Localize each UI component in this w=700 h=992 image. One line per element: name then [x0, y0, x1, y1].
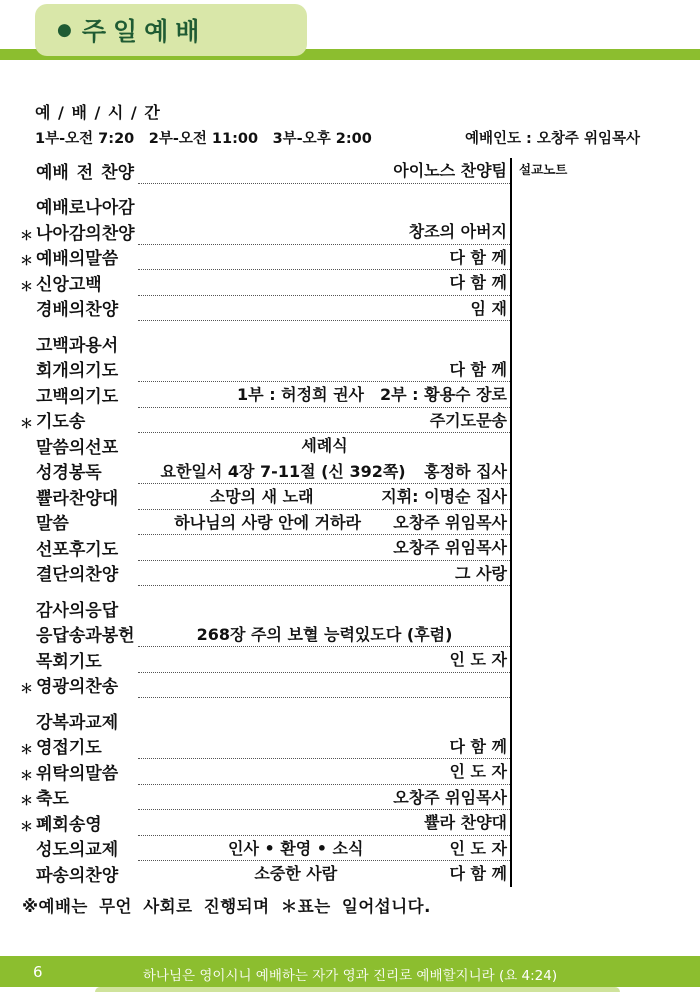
order-row — [20, 785, 510, 811]
order-item-name: 영광의찬송 — [36, 677, 119, 698]
order-item-right-value: 다 함 께 — [449, 247, 507, 267]
order-item-center-value: 요한일서 4장 7-11절 (신 392쪽) — [160, 461, 406, 481]
order-item-center-value: 세례식 — [301, 436, 348, 456]
order-item-name: 신앙고백 — [36, 274, 102, 295]
order-item-content — [138, 734, 510, 760]
order-item-right-value: 인 도 자 — [449, 650, 507, 670]
order-item-content — [138, 647, 510, 673]
order-item-label — [20, 714, 170, 734]
order-item-right-value: 지휘: 이명순 집사 — [381, 487, 507, 507]
order-item-content — [138, 535, 510, 561]
order-item-center-value: 소망의 새 노래 — [209, 487, 314, 507]
order-row — [20, 158, 510, 184]
footer-tab-accent — [95, 987, 620, 992]
order-item-right-value: 쁄라 찬양대 — [424, 813, 507, 833]
order-item-label — [20, 362, 134, 382]
order-item-name: 예배 전 찬양 — [36, 162, 134, 183]
order-section-row — [20, 596, 510, 622]
order-item-label — [20, 566, 134, 586]
order-item-name: 경배의찬양 — [36, 300, 119, 321]
order-item-content — [138, 484, 510, 510]
order-item-label — [20, 199, 170, 219]
order-item-name: 폐회송영 — [36, 814, 102, 835]
order-item-content — [138, 408, 510, 434]
order-item-content — [138, 510, 510, 536]
order-item-label — [20, 790, 134, 810]
order-row — [20, 459, 510, 485]
order-section-row — [20, 194, 510, 220]
order-item-content — [174, 708, 510, 734]
order-item-name: 예배의말씀 — [36, 249, 119, 270]
order-item-right-value: 임 재 — [470, 298, 507, 318]
order-item-content — [138, 785, 510, 811]
order-item-content — [174, 194, 510, 220]
order-item-right-value: 다 함 께 — [449, 273, 507, 293]
order-item-label — [20, 250, 134, 270]
stand-marker-icon: ＊ — [20, 768, 34, 784]
order-row — [20, 270, 510, 296]
order-item-name: 위탁의말씀 — [36, 763, 119, 784]
order-row — [20, 408, 510, 434]
order-item-name: 고백의기도 — [36, 386, 119, 407]
order-row — [20, 219, 510, 245]
order-item-label — [20, 816, 134, 836]
order-row — [20, 836, 510, 862]
order-item-center-value: 소중한 사람 — [254, 864, 338, 884]
order-item-content — [138, 219, 510, 245]
order-item-name: 결단의찬양 — [36, 565, 119, 586]
order-item-content — [138, 459, 510, 485]
order-item-label — [20, 388, 134, 408]
order-item-content — [138, 357, 510, 383]
order-item-label — [20, 490, 134, 510]
order-item-name: 선포후기도 — [36, 539, 119, 560]
worship-time-heading: 예 / 배 / 시 / 간 — [35, 103, 161, 122]
service-times: 1부-오전 7:20 2부-오전 11:00 3부-오후 2:00 — [35, 131, 372, 147]
order-item-label — [20, 301, 134, 321]
order-item-name: 성도의교제 — [36, 840, 119, 861]
order-item-name: 기도송 — [36, 412, 86, 433]
order-row — [20, 673, 510, 699]
order-item-name: 회개의기도 — [36, 361, 119, 382]
page-title: 주일예배 — [81, 17, 207, 46]
order-item-content — [138, 382, 510, 408]
order-table — [20, 158, 512, 887]
order-item-right-value: 오창주 위임목사 — [393, 787, 507, 807]
order-item-content — [138, 861, 510, 887]
order-item-name: 영접기도 — [36, 738, 102, 759]
order-item-content — [174, 331, 510, 357]
order-row — [20, 861, 510, 887]
order-item-right-value: 주기도문송 — [429, 410, 507, 430]
order-item-content — [138, 836, 510, 862]
order-row — [20, 734, 510, 760]
order-row — [20, 357, 510, 383]
order-item-center-value: 268장 주의 보혈 능력있도다 (후렴) — [196, 624, 453, 644]
order-item-label — [20, 739, 134, 759]
order-item-name: 말씀 — [36, 514, 69, 535]
bullet-icon: ● — [57, 20, 72, 40]
order-item-name: 감사의응답 — [36, 600, 119, 621]
order-item-right-value: 다 함 께 — [449, 864, 507, 884]
order-item-name: 쁄라찬양대 — [36, 488, 119, 509]
order-item-name: 성경봉독 — [36, 463, 102, 484]
sermon-note-label: 설교노트 — [519, 162, 568, 177]
order-item-content — [174, 596, 510, 622]
order-item-label — [20, 867, 134, 887]
stand-marker-icon: ＊ — [20, 794, 34, 810]
order-item-name: 나아감의찬양 — [36, 223, 135, 244]
stand-marker-icon: ＊ — [20, 417, 34, 433]
stand-marker-icon: ＊ — [20, 819, 34, 835]
order-item-name: 강복과교제 — [36, 712, 119, 733]
order-item-content — [138, 561, 510, 587]
order-item-label — [20, 841, 134, 861]
order-row — [20, 382, 510, 408]
order-item-content — [138, 245, 510, 271]
order-row — [20, 647, 510, 673]
order-item-content — [138, 759, 510, 785]
order-item-label — [20, 464, 134, 484]
worship-leader: 예배인도 : 오창주 위임목사 — [464, 131, 640, 147]
order-item-label — [20, 765, 134, 785]
order-item-label — [20, 413, 134, 433]
order-item-label — [20, 225, 134, 245]
footnote: ※예배는 무언 사회로 진행되며 ＊표는 일어섭니다. — [22, 897, 431, 916]
order-item-right-value: 아이노스 찬양팀 — [393, 161, 507, 181]
order-item-name: 축도 — [36, 789, 69, 810]
order-item-center-value: 인사 • 환영 • 소식 — [228, 838, 364, 858]
order-item-right-value: 창조의 아버지 — [408, 222, 507, 242]
order-item-label — [20, 276, 134, 296]
footer-verse: 하나님은 영이시니 예배하는 자가 영과 진리로 예배할지니라 (요 4:24) — [142, 968, 558, 984]
order-item-label — [20, 541, 134, 561]
order-item-name: 말씀의선포 — [36, 437, 119, 458]
order-row — [20, 810, 510, 836]
stand-marker-icon: ＊ — [20, 743, 34, 759]
order-section-row — [20, 331, 510, 357]
order-item-content — [138, 433, 510, 459]
order-item-label — [20, 439, 134, 459]
order-item-right-value: 다 함 께 — [449, 736, 507, 756]
order-item-center-value: 하나님의 사랑 안에 거하라 — [174, 512, 361, 532]
order-item-content — [138, 270, 510, 296]
order-item-label — [20, 515, 134, 535]
order-row — [20, 622, 510, 648]
stand-marker-icon: ＊ — [20, 682, 34, 698]
order-row — [20, 510, 510, 536]
order-item-name: 예배로나아감 — [36, 198, 135, 219]
order-item-content — [138, 622, 510, 648]
order-item-name: 파송의찬양 — [36, 865, 119, 886]
worship-time-line — [35, 127, 640, 148]
order-item-right-value: 1부 : 허정희 권사 2부 : 황용수 장로 — [237, 385, 507, 405]
order-row — [20, 759, 510, 785]
order-item-name: 응답송과봉헌 — [36, 626, 135, 647]
order-row — [20, 433, 510, 459]
stand-marker-icon: ＊ — [20, 254, 34, 270]
footer-page-number: 6 — [33, 963, 43, 981]
order-item-name: 고백과용서 — [36, 335, 119, 356]
order-item-content — [138, 810, 510, 836]
order-item-right-value: 다 함 께 — [449, 359, 507, 379]
order-row — [20, 535, 510, 561]
order-item-right-value: 홍정하 집사 — [424, 461, 507, 481]
order-item-label — [20, 164, 134, 184]
order-item-right-value: 오창주 위임목사 — [393, 538, 507, 558]
order-row — [20, 245, 510, 271]
order-item-right-value: 오창주 위임목사 — [393, 512, 507, 532]
order-row — [20, 561, 510, 587]
order-item-content — [138, 158, 510, 184]
order-item-label — [20, 627, 134, 647]
order-section-row — [20, 708, 510, 734]
stand-marker-icon: ＊ — [20, 228, 34, 244]
order-item-right-value: 인 도 자 — [449, 838, 507, 858]
order-item-content — [138, 296, 510, 322]
order-item-label — [20, 337, 170, 357]
stand-marker-icon: ＊ — [20, 279, 34, 295]
section-header-tab — [35, 4, 307, 56]
order-item-label — [20, 602, 170, 622]
order-item-label — [20, 653, 134, 673]
order-item-right-value: 인 도 자 — [449, 762, 507, 782]
order-item-label — [20, 678, 134, 698]
order-row — [20, 484, 510, 510]
order-item-content — [138, 673, 510, 699]
order-row — [20, 296, 510, 322]
order-item-name: 목회기도 — [36, 651, 102, 672]
order-item-right-value: 그 사랑 — [455, 563, 507, 583]
